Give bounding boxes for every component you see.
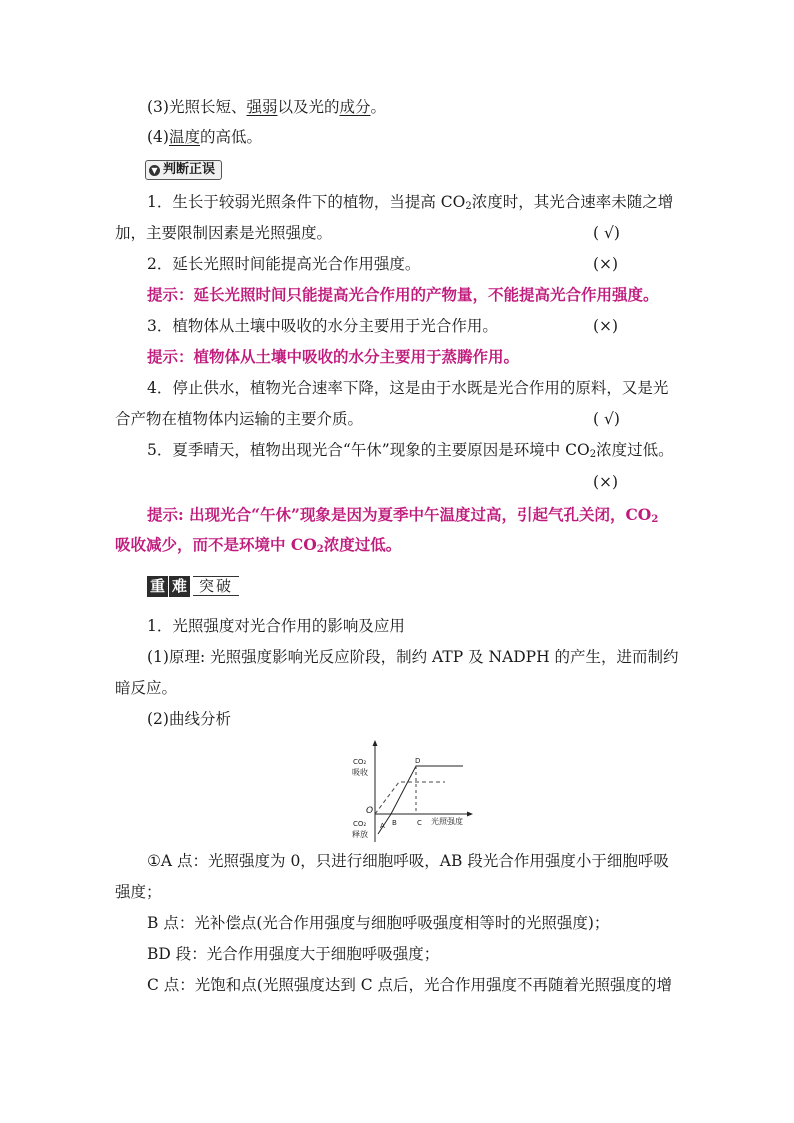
text-line-4 (0, 127, 794, 147)
point-b-line (0, 913, 794, 933)
banner-char: 难 (169, 576, 190, 597)
text: 的高低。 (199, 128, 262, 146)
text-line-3 (0, 97, 794, 117)
item-4-line-2 (0, 409, 794, 429)
point-a-line-1 (0, 851, 794, 871)
item-5-answer-mark: (×) (593, 473, 619, 491)
item-2-answer-mark: (×) (593, 255, 619, 273)
item-3-line (0, 316, 794, 336)
y-axis-arrow (373, 740, 378, 746)
y-top-label-2: 吸收 (352, 768, 368, 777)
banner-rest: 突破 (193, 576, 239, 596)
text: 合产物在植物体内运输的主要介质。 (115, 410, 364, 428)
judge-badge-label: 判断正误 (163, 162, 216, 177)
dashed-curve (375, 782, 445, 814)
point-d-label: D (415, 757, 421, 765)
underlined-text: 强弱 (246, 98, 278, 116)
item-3-hint (0, 347, 794, 367)
text: C 点：光饱和点(光照强度达到 C 点后，光合作用强度不再随着光照强度的增 (147, 976, 673, 994)
hint-label: 提示: (147, 505, 184, 524)
point-c-line (0, 975, 794, 995)
text: 5．夏季晴天，植物出现光合“午休”现象的主要原因是环境中 CO (147, 441, 590, 459)
text: (1)原理: 光照强度影响光反应阶段，制约 ATP 及 NADPH 的产生，进而制约 (147, 648, 679, 666)
point-c-label: C (417, 819, 422, 827)
underlined-text: 温度 (168, 128, 200, 146)
hint-text: 浓度过低。 (323, 535, 402, 554)
subscript: 2 (316, 544, 324, 555)
hint-text: 吸收减少，而不是环境中 CO (115, 535, 317, 554)
text: 暗反应。 (115, 679, 178, 697)
x-axis-label: 光照强度 (431, 817, 463, 826)
text: (4) (147, 128, 169, 146)
point-a-label: A (380, 822, 385, 830)
subscript: 2 (465, 201, 472, 212)
item-1-line-1 (0, 192, 794, 217)
item-5-hint-line-2 (0, 535, 794, 560)
banner-char: 重 (147, 576, 168, 597)
text: 1．光照强度对光合作用的影响及应用 (147, 617, 405, 635)
text: 强度； (115, 883, 162, 901)
x-axis-arrow (467, 812, 473, 817)
y-bottom-label-1: CO₂ (353, 820, 367, 828)
subscript: 2 (651, 514, 659, 525)
hint-text: 植物体从土壤中吸收的水分主要用于蒸腾作用。 (193, 347, 520, 366)
text: 3．植物体从土壤中吸收的水分主要用于光合作用。 (147, 317, 498, 335)
principle-line-2 (0, 678, 794, 698)
y-bottom-label-2: 释放 (352, 830, 368, 839)
text: 加，主要限制因素是光照强度。 (115, 224, 333, 242)
judge-badge (145, 160, 222, 180)
item-1-line-2 (0, 223, 794, 243)
subscript: 2 (589, 449, 597, 460)
light-intensity-curve-diagram (345, 738, 475, 846)
text: 浓度时，其光合速率未随之增 (471, 193, 674, 211)
circle-chevron-down-icon: ▼ (149, 165, 160, 176)
point-a-line-2 (0, 882, 794, 902)
y-top-label-1: CO₂ (353, 758, 367, 766)
hint-text: 出现光合“午休”现象是因为夏季中午温度过高，引起气孔关闭，CO (183, 505, 652, 524)
curve-analysis-heading (0, 709, 794, 729)
origin-label: O (366, 806, 374, 816)
item-1-answer-mark: ( √) (593, 224, 620, 242)
text: 以及光的 (277, 98, 340, 116)
section-heading-1 (0, 616, 794, 636)
principle-line-1 (0, 647, 794, 667)
text: 1．生长于较弱光照条件下的植物，当提高 CO (147, 193, 466, 211)
text: 2．延长光照时间能提高光合作用强度。 (147, 255, 421, 273)
item-5-line (0, 440, 794, 465)
item-4-answer-mark: ( √) (593, 410, 620, 428)
hint-label: 提示： (147, 347, 194, 366)
text: (2)曲线分析 (147, 710, 231, 728)
section-banner (147, 575, 239, 597)
text: (3)光照长短、 (147, 98, 247, 116)
segment-bd-line (0, 944, 794, 964)
text: 4．停止供水，植物光合速率下降，这是由于水既是光合作用的原料，又是光 (147, 379, 669, 397)
item-2-hint (0, 285, 794, 305)
text: ①A 点：光照强度为 0，只进行细胞呼吸，AB 段光合作用强度小于细胞呼吸 (147, 852, 669, 870)
item-2-line (0, 254, 794, 274)
text: 。 (370, 98, 387, 116)
point-b-label: B (392, 819, 397, 827)
text: 浓度过低。 (596, 441, 674, 459)
text: B 点：光补偿点(光合作用强度与细胞呼吸强度相等时的光照强度)； (147, 914, 610, 932)
underlined-text: 成分 (339, 98, 371, 116)
item-4-line-1 (0, 378, 794, 398)
text: BD 段：光合作用强度大于细胞呼吸强度； (147, 945, 440, 963)
item-3-answer-mark: (×) (593, 317, 619, 335)
item-5-hint-line-1 (0, 505, 794, 530)
hint-label: 提示： (147, 285, 194, 304)
hint-text: 延长光照时间只能提高光合作用的产物量，不能提高光合作用强度。 (193, 285, 659, 304)
